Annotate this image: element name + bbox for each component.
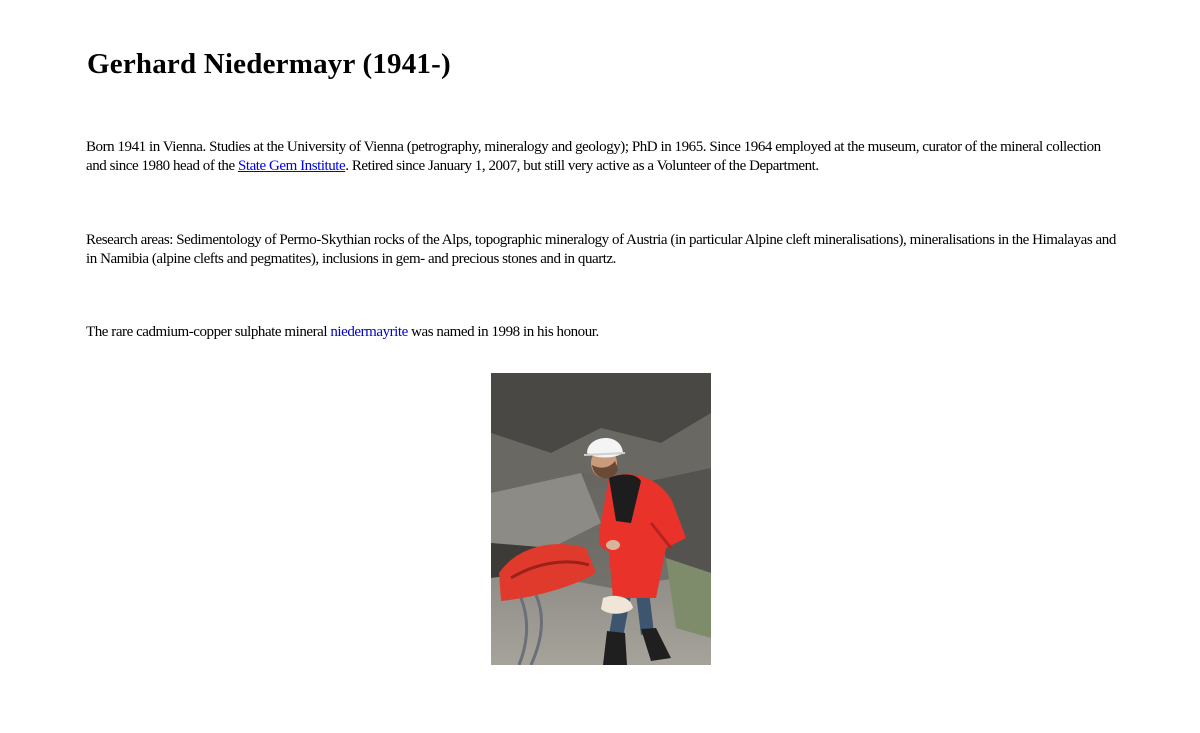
portrait-photo	[491, 373, 711, 665]
biography-paragraph	[86, 138, 1116, 176]
page-title: Gerhard Niedermayr (1941-)	[87, 48, 451, 80]
mineral-text-before: The rare cadmium-copper sulphate mineral	[86, 324, 331, 340]
research-areas-paragraph: Research areas: Sedimentology of Permo-Skythian rocks of the Alps, topographic mineralogy of Austria (in particular Alpine cleft mineralisations), mineralisations in the Himalayas and in Namibia (alpine clefts and pegmatites), inclusions in gem- and precious stones and in quartz.	[86, 232, 1116, 267]
bio-text-before-link: Born 1941 in Vienna. Studies at the University of Vienna (petrography, mineralogy and geology); PhD in 1965. Since 1964 employed at the museum, curator of the mineral collection and since 1980 head of the	[86, 139, 1101, 174]
photo-illustration	[491, 373, 711, 665]
mineral-text-after: was named in 1998 in his honour.	[407, 324, 599, 340]
bio-text-after-link: . Retired since January 1, 2007, but still very active as a Volunteer of the Department.	[345, 158, 819, 174]
mineral-paragraph	[86, 323, 1116, 342]
state-gem-institute-link[interactable]: State Gem Institute	[237, 158, 346, 174]
niedermayrite-term: niedermayrite	[330, 324, 408, 340]
